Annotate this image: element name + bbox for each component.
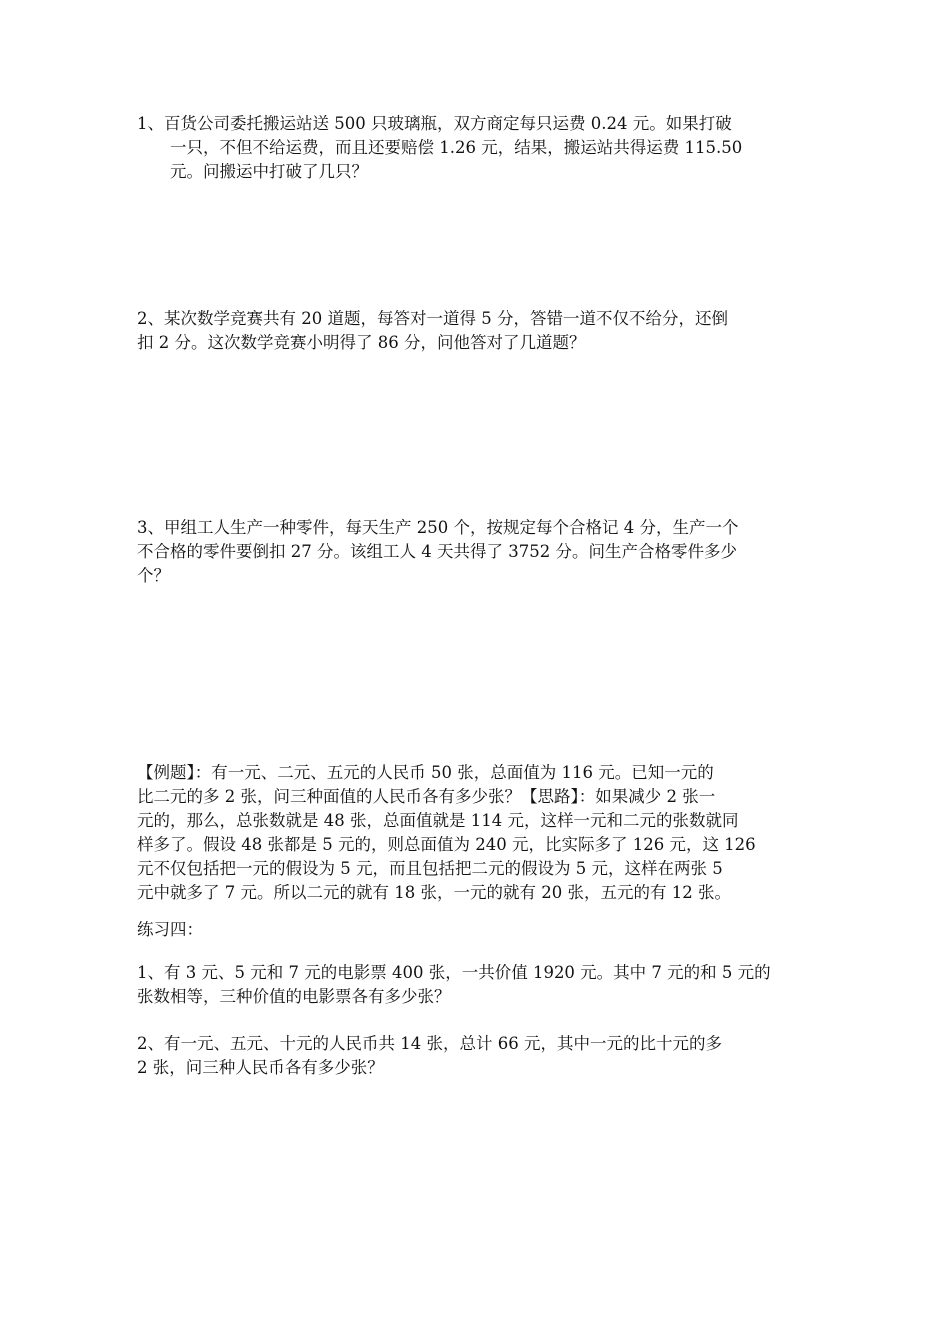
problem-1-line-1: 1、百货公司委托搬运站送 500 只玻璃瓶，双方商定每只运费 0.24 元。如果打破	[137, 114, 732, 133]
exercise-item-2-line-1: 2、有一元、五元、十元的人民币共 14 张，总计 66 元，其中一元的比十元的多	[137, 1034, 722, 1053]
problem-3-line-3: 个？	[137, 566, 170, 585]
problem-3-line-1: 3、甲组工人生产一种零件，每天生产 250 个，按规定每个合格记 4 分，生产一个	[137, 518, 739, 537]
example-line-4: 样多了。假设 48 张都是 5 元的，则总面值为 240 元，比实际多了 126 元，这 126	[137, 835, 756, 854]
example-line-5: 元不仅包括把一元的假设为 5 元，而且包括把二元的假设为 5 元，这样在两张 5	[137, 859, 723, 878]
problem-2-line-1: 2、某次数学竞赛共有 20 道题，每答对一道得 5 分，答错一道不仅不给分，还倒	[137, 309, 728, 328]
exercise-item-2	[137, 1032, 827, 1080]
problem-2	[137, 307, 827, 355]
problem-1	[137, 112, 827, 184]
exercise-heading	[137, 918, 827, 942]
problem-1-line-3: 元。问搬运中打破了几只？	[170, 162, 368, 181]
exercise-item-1-line-2: 张数相等，三种价值的电影票各有多少张？	[137, 987, 451, 1006]
exercise-item-1	[137, 961, 827, 1009]
problem-3-line-2: 不合格的零件要倒扣 27 分。该组工人 4 天共得了 3752 分。问生产合格零件多少	[137, 542, 737, 561]
example-line-6: 元中就多了 7 元。所以二元的就有 18 张，一元的就有 20 张，五元的有 12 张。	[137, 883, 731, 902]
problem-3	[137, 516, 827, 588]
example-line-2: 比二元的多 2 张，问三种面值的人民币各有多少张？【思路】：如果减少 2 张一	[137, 787, 716, 806]
example-line-3: 元的，那么，总张数就是 48 张，总面值就是 114 元，这样一元和二元的张数就同	[137, 811, 739, 830]
problem-2-line-2: 扣 2 分。这次数学竞赛小明得了 86 分，问他答对了几道题？	[137, 333, 586, 352]
example-block	[137, 761, 827, 905]
exercise-item-2-line-2: 2 张，问三种人民币各有多少张？	[137, 1058, 384, 1077]
exercise-item-1-line-1: 1、有 3 元、5 元和 7 元的电影票 400 张，一共价值 1920 元。其中 7 元的和 5 元的	[137, 963, 771, 982]
example-line-1: 【例题】：有一元、二元、五元的人民币 50 张，总面值为 116 元。已知一元的	[137, 763, 714, 782]
problem-1-line-2: 一只，不但不给运费，而且还要赔偿 1.26 元，结果，搬运站共得运费 115.50	[170, 138, 743, 157]
exercise-heading-text: 练习四：	[137, 920, 203, 939]
